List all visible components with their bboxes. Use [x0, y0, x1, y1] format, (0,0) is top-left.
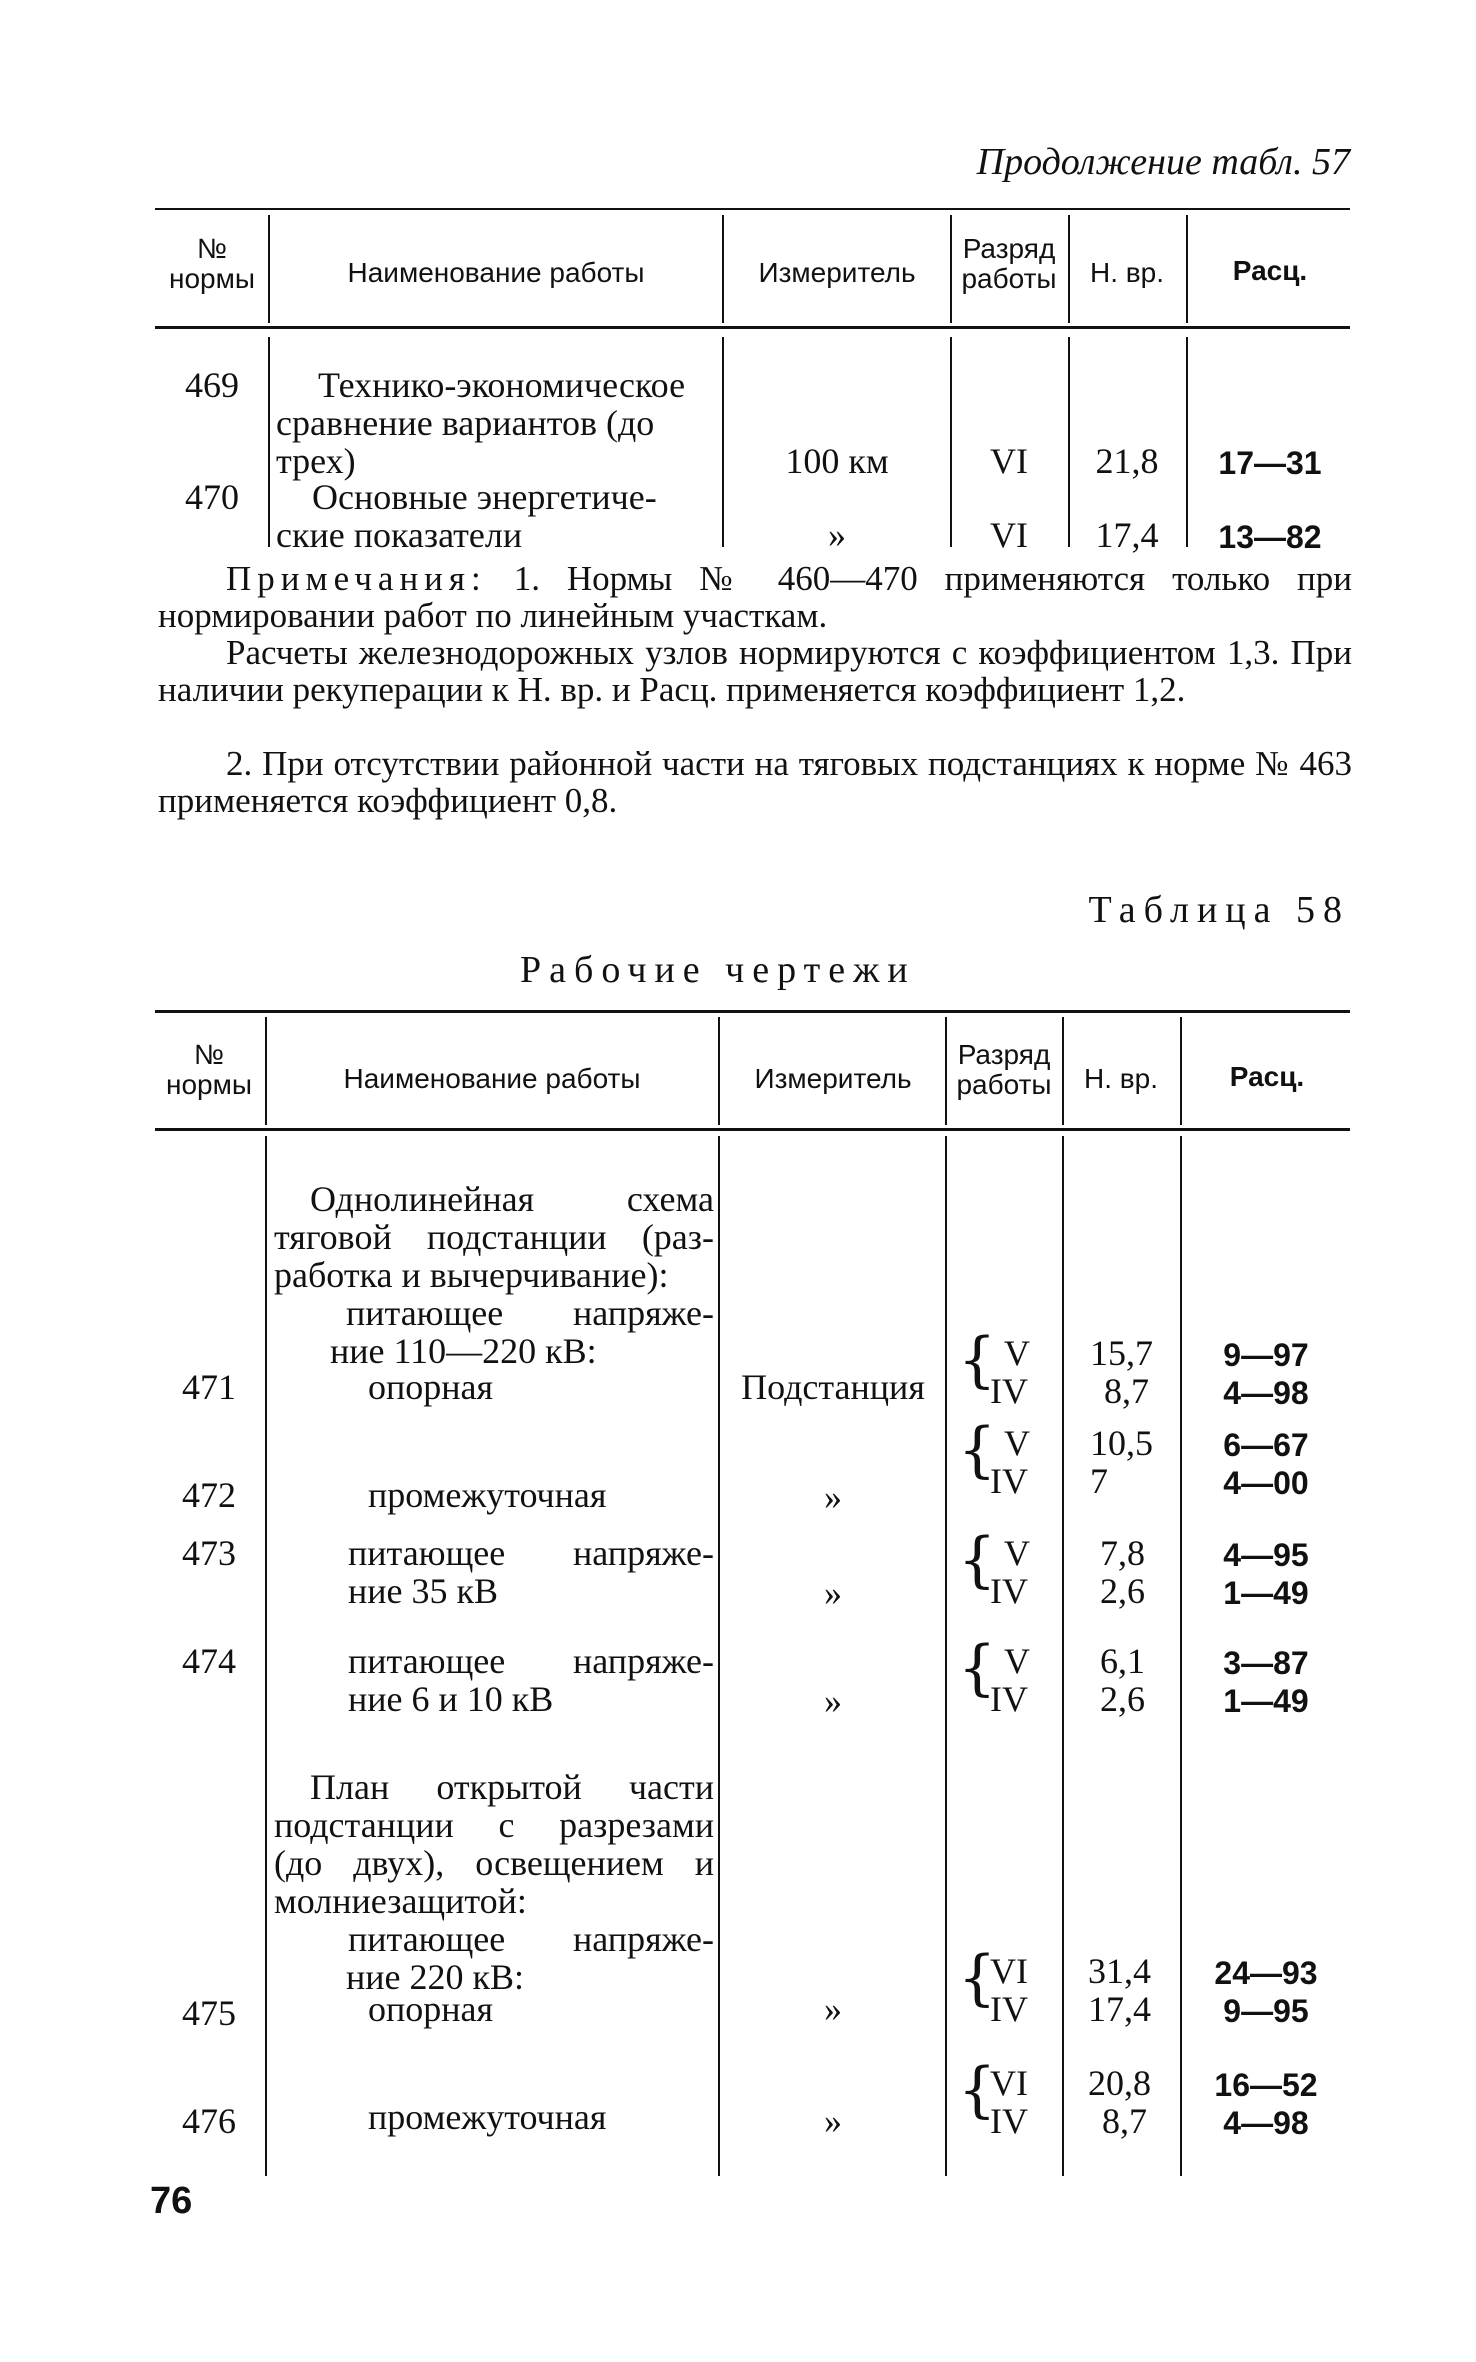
header-unit: Измеритель: [758, 257, 916, 288]
row-474-unit: »: [824, 1681, 842, 1721]
row-472-unit: »: [824, 1477, 842, 1517]
header-unit: Измеритель: [754, 1063, 912, 1094]
row-475-num: 475: [182, 1993, 236, 2033]
brace-icon: {: [958, 1415, 997, 1485]
row-475-grades: VI IV: [990, 1951, 1028, 2029]
row-470-name: Основные энергетиче- ские показатели: [276, 477, 657, 555]
table-58-caption: Таблица 58: [1088, 889, 1350, 931]
row-475-unit: »: [824, 1989, 842, 2029]
row-469-unit: 100 км: [785, 441, 889, 481]
row-472-rates: 6—67 4—00: [1223, 1427, 1309, 1501]
note-label: Примечания:: [226, 559, 487, 598]
row-474-rates: 3—87 1—49: [1223, 1645, 1309, 1719]
row-473-rates: 4—95 1—49: [1223, 1537, 1309, 1611]
note-3: 2. При отсутствии районной части на тяговых подстанциях к норме № 463 применяется коэффициент 0,8.: [158, 744, 1352, 820]
header-time: Н. вр.: [1089, 257, 1164, 288]
row-469-time: 21,8: [1095, 441, 1159, 481]
row-476-rates: 16—52 4—98: [1214, 2067, 1318, 2141]
row-470-num: 470: [185, 477, 239, 517]
header-rate: Расц.: [1229, 1061, 1305, 1092]
row-471-grades: V IV: [990, 1333, 1030, 1411]
header-name: Наименование работы: [343, 1063, 641, 1094]
row-474-num: 474: [182, 1641, 236, 1681]
section-2-heading: План открытой части подстанции с разрезами (до двух), освещением и молниезащитой: питающее напряже- ние 220 кВ:: [274, 1767, 714, 1997]
header-grade: Разряд работы: [961, 233, 1057, 294]
continuation-caption: Продолжение табл. 57: [976, 141, 1350, 183]
row-474-times: 6,1 2,6: [1100, 1641, 1145, 1719]
row-471-name: опорная: [368, 1367, 494, 1407]
note-2: Расчеты железнодорожных узлов нормируются с коэффициентом 1,3. При наличии рекуперации к Н. вр. и Расц. применяется коэффициент 1,2.: [158, 633, 1352, 709]
brace-icon: {: [958, 2055, 997, 2125]
row-473-name: питающее напряже- ние 35 кВ: [348, 1533, 714, 1611]
row-475-rates: 24—93 9—95: [1214, 1955, 1318, 2029]
row-472-grades: V IV: [990, 1423, 1030, 1501]
header-time: Н. вр.: [1083, 1063, 1158, 1094]
row-471-unit: Подстанция: [741, 1367, 925, 1407]
note-1-text: 1. Нормы № 460—470 применяются только при нормировании работ по линейным участкам.: [158, 559, 1353, 635]
row-470-rate: 13—82: [1218, 519, 1322, 555]
brace-icon: {: [958, 1325, 997, 1395]
row-473-unit: »: [824, 1573, 842, 1613]
row-472-times: 10,5 7: [1090, 1423, 1153, 1501]
brace-icon: {: [958, 1633, 997, 1703]
header-rate: Расц.: [1232, 255, 1308, 286]
row-470-grade: VI: [990, 515, 1028, 555]
row-472-name: промежуточная: [368, 1475, 607, 1515]
brace-icon: {: [958, 1943, 997, 2013]
row-476-grades: VI IV: [990, 2063, 1028, 2141]
row-475-name: опорная: [368, 1989, 494, 2029]
row-469-name: Технико-экономическое сравнение вариантов (до трех): [276, 365, 686, 481]
header-name: Наименование работы: [347, 257, 645, 288]
row-474-name: питающее напряже- ние 6 и 10 кВ: [348, 1641, 714, 1719]
row-471-rates: 9—97 4—98: [1223, 1337, 1309, 1411]
header-num: № нормы: [166, 1039, 252, 1100]
row-470-unit: »: [828, 515, 846, 555]
row-473-times: 7,8 2,6: [1100, 1533, 1145, 1611]
table-58-title: Рабочие чертежи: [520, 949, 916, 991]
header-num: № нормы: [169, 233, 255, 294]
row-476-times: 20,8 8,7: [1088, 2063, 1151, 2141]
page-number: 76: [150, 2180, 193, 2222]
header-grade: Разряд работы: [956, 1039, 1052, 1100]
row-473-num: 473: [182, 1533, 236, 1573]
row-473-grades: V IV: [990, 1533, 1030, 1611]
row-472-num: 472: [182, 1475, 236, 1515]
row-471-num: 471: [182, 1367, 236, 1407]
row-469-num: 469: [185, 365, 239, 405]
row-469-rate: 17—31: [1218, 445, 1322, 481]
row-476-name: промежуточная: [368, 2097, 607, 2137]
row-470-time: 17,4: [1095, 515, 1159, 555]
row-475-times: 31,4 17,4: [1088, 1951, 1151, 2029]
row-476-num: 476: [182, 2101, 236, 2141]
note-1: [158, 560, 1352, 634]
row-471-times: 15,7 8,7: [1090, 1333, 1153, 1411]
section-1-heading: Однолинейная схема тяговой подстанции (раз- работка и вычерчивание): питающее напряже- ние 110—220 кВ:: [274, 1179, 714, 1371]
brace-icon: {: [958, 1525, 997, 1595]
row-474-grades: V IV: [990, 1641, 1030, 1719]
row-469-grade: VI: [990, 441, 1028, 481]
row-476-unit: »: [824, 2101, 842, 2141]
